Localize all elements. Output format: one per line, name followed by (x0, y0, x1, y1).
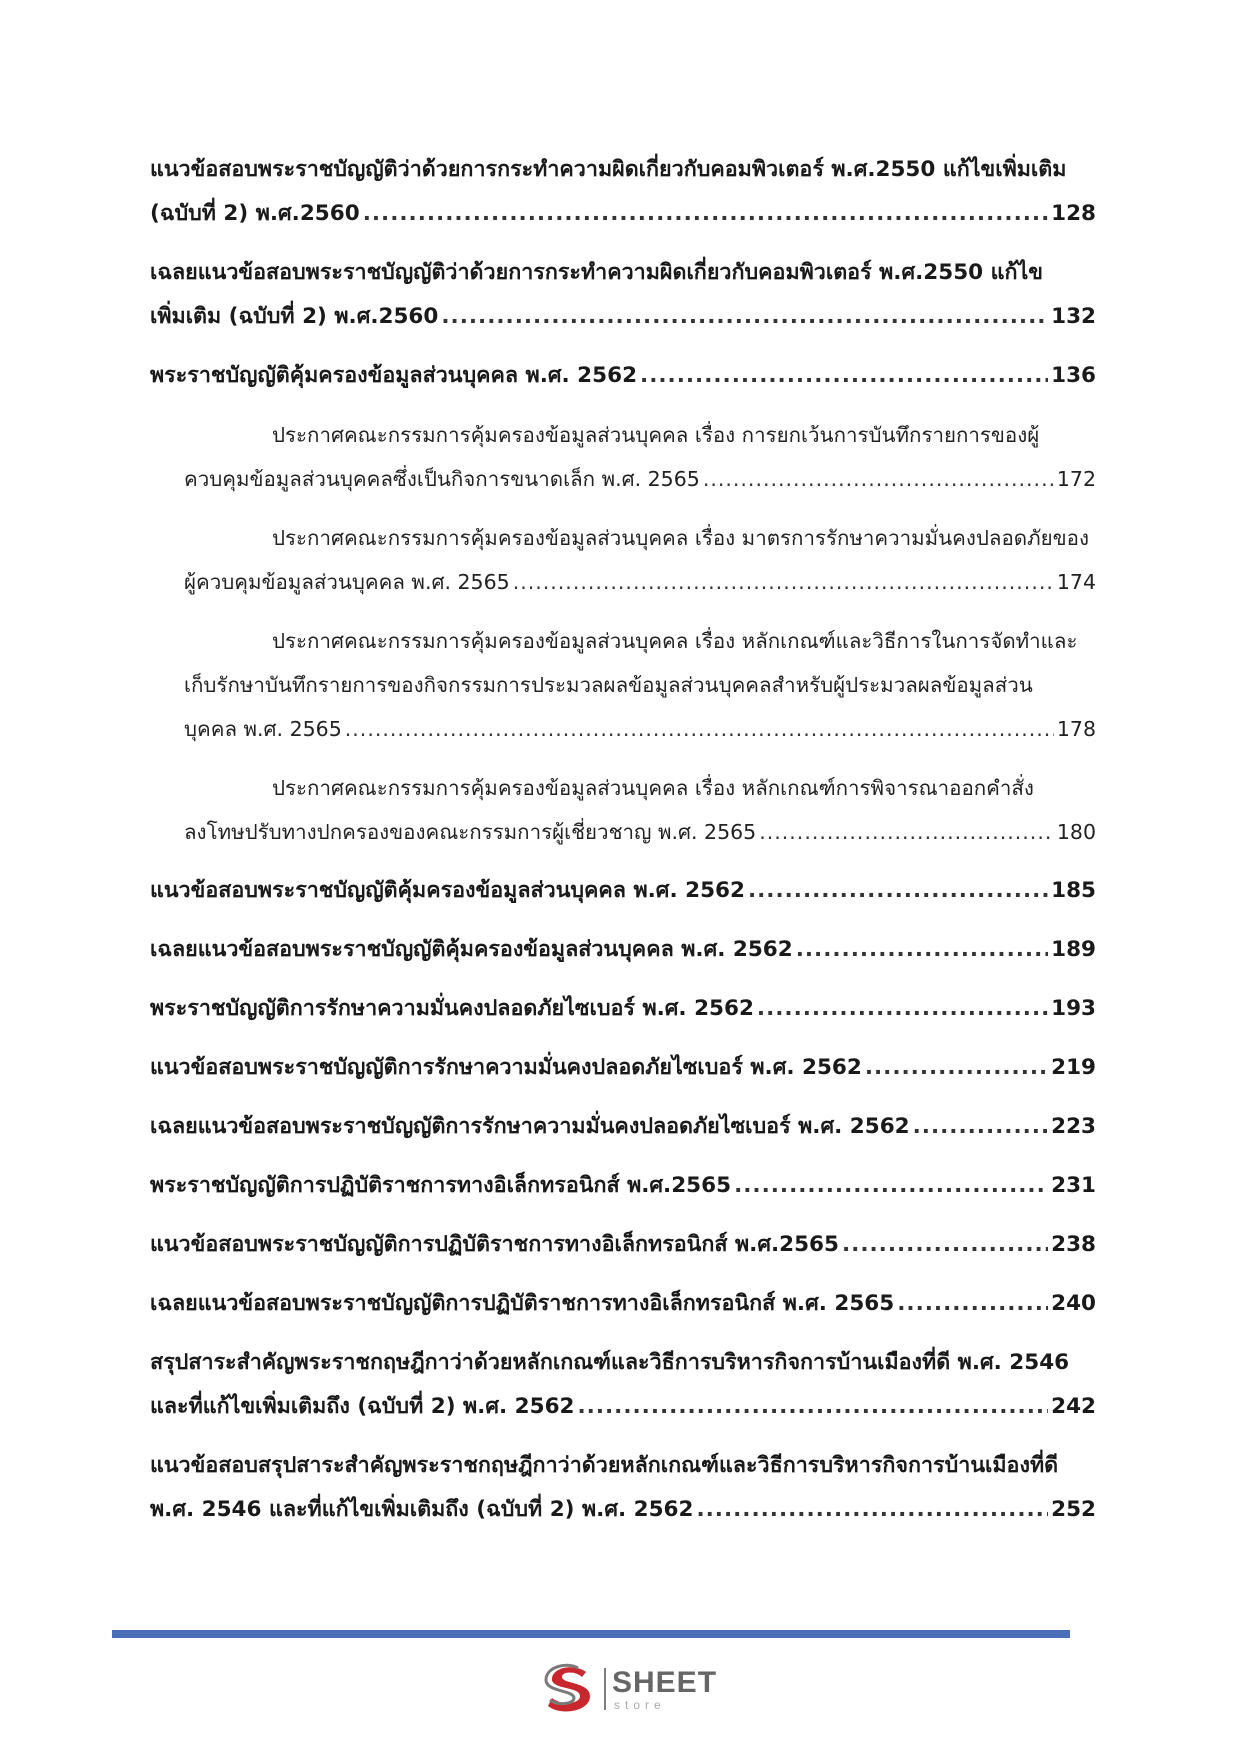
toc-entry-text: แนวข้อสอบสรุปสาระสำคัญพระราชกฤษฎีกาว่าด้วยหลักเกณฑ์และวิธีการบริหารกิจการบ้านเมืองที่ดี (150, 1453, 1059, 1478)
toc-entry-text: (ฉบับที่ 2) พ.ศ.2560 (150, 201, 360, 226)
toc-subentry[interactable] (150, 413, 1096, 501)
toc-page-number: 238 (1051, 1232, 1096, 1257)
toc-entry-text: พระราชบัญญัติการรักษาความมั่นคงปลอดภัยไซเบอร์ พ.ศ. 2562 (150, 996, 754, 1021)
toc-entry[interactable] (150, 1046, 1096, 1090)
toc-subentry[interactable] (150, 766, 1096, 854)
toc-subentry[interactable] (150, 619, 1096, 751)
toc-entry[interactable] (150, 1282, 1096, 1326)
toc-subentry[interactable] (150, 516, 1096, 604)
toc-entry-text: แนวข้อสอบพระราชบัญญัติการปฏิบัติราชการทางอิเล็กทรอนิกส์ พ.ศ.2565 (150, 1232, 839, 1257)
toc-page-number: 189 (1051, 937, 1096, 962)
toc-entry[interactable] (150, 1341, 1096, 1429)
toc-page-number: 219 (1051, 1055, 1096, 1080)
toc-entry-text: แนวข้อสอบพระราชบัญญัติการรักษาความมั่นคงปลอดภัยไซเบอร์ พ.ศ. 2562 (150, 1055, 862, 1080)
dot-leader (842, 1223, 1048, 1267)
toc-entry-text: ประกาศคณะกรรมการคุ้มครองข้อมูลส่วนบุคคล เรื่อง มาตรการรักษาความมั่นคงปลอดภัยของ (272, 526, 1089, 550)
logo-text: SHEET (612, 1666, 718, 1699)
toc-entry-text: บุคคล พ.ศ. 2565 (184, 717, 342, 741)
sheet-logo-icon (540, 1662, 600, 1714)
sheet-store-logo (540, 1660, 718, 1716)
toc-entry-text: ประกาศคณะกรรมการคุ้มครองข้อมูลส่วนบุคคล เรื่อง หลักเกณฑ์และวิธีการในการจัดทำและ (272, 629, 1078, 653)
toc-entry-text: แนวข้อสอบพระราชบัญญัติว่าด้วยการกระทำความผิดเกี่ยวกับคอมพิวเตอร์ พ.ศ.2550 แก้ไขเพิ่มเติม (150, 157, 1067, 182)
dot-leader (578, 1385, 1049, 1429)
dot-leader (897, 1282, 1048, 1326)
toc-entry-text: เฉลยแนวข้อสอบพระราชบัญญัติว่าด้วยการกระทำความผิดเกี่ยวกับคอมพิวเตอร์ พ.ศ.2550 แก้ไข (150, 260, 1043, 285)
toc-page-number: 240 (1051, 1291, 1096, 1316)
toc-entry[interactable] (150, 987, 1096, 1031)
dot-leader (703, 457, 1054, 501)
footer-rule (112, 1630, 1070, 1638)
toc-page-number: 231 (1051, 1173, 1096, 1198)
dot-leader (640, 354, 1048, 398)
toc-entry[interactable] (150, 251, 1096, 339)
toc-page-number: 178 (1056, 717, 1096, 741)
toc-entry-text: พระราชบัญญัติคุ้มครองข้อมูลส่วนบุคคล พ.ศ. 2562 (150, 363, 638, 388)
toc-entry-text: เพิ่มเติม (ฉบับที่ 2) พ.ศ.2560 (150, 304, 439, 329)
toc-entry-text: ลงโทษปรับทางปกครองของคณะกรรมการผู้เชี่ยวชาญ พ.ศ. 2565 (184, 820, 757, 844)
toc-entry-text: ผู้ควบคุมข้อมูลส่วนบุคคล พ.ศ. 2565 (184, 570, 510, 594)
toc-entry-text: เฉลยแนวข้อสอบพระราชบัญญัติการรักษาความมั่นคงปลอดภัยไซเบอร์ พ.ศ. 2562 (150, 1114, 910, 1139)
dot-leader (913, 1105, 1049, 1149)
dot-leader (363, 192, 1048, 236)
toc-entry[interactable] (150, 869, 1096, 913)
toc-page-number: 223 (1051, 1114, 1096, 1139)
dot-leader (696, 1488, 1048, 1532)
toc-page-number: 242 (1051, 1394, 1096, 1419)
toc-entry-text: พ.ศ. 2546 และที่แก้ไขเพิ่มเติมถึง (ฉบับที่ 2) พ.ศ. 2562 (150, 1497, 694, 1522)
toc-page-number: 180 (1056, 820, 1096, 844)
dot-leader (345, 707, 1054, 751)
logo-divider (604, 1668, 606, 1710)
toc-page-number: 185 (1051, 878, 1096, 903)
dot-leader (734, 1164, 1048, 1208)
toc-entry-text: ประกาศคณะกรรมการคุ้มครองข้อมูลส่วนบุคคล เรื่อง หลักเกณฑ์การพิจารณาออกคำสั่ง (272, 776, 1034, 800)
toc-page-number: 172 (1056, 467, 1096, 491)
toc-entry[interactable] (150, 1444, 1096, 1532)
toc-entry-text: ควบคุมข้อมูลส่วนบุคคลซึ่งเป็นกิจการขนาดเล็ก พ.ศ. 2565 (184, 467, 700, 491)
table-of-contents (150, 148, 1096, 1547)
toc-page-number: 128 (1051, 201, 1096, 226)
toc-entry[interactable] (150, 1164, 1096, 1208)
dot-leader (441, 295, 1048, 339)
toc-entry-text: พระราชบัญญัติการปฏิบัติราชการทางอิเล็กทรอนิกส์ พ.ศ.2565 (150, 1173, 732, 1198)
toc-entry[interactable] (150, 354, 1096, 398)
toc-page-number: 136 (1051, 363, 1096, 388)
logo-subtext: store (614, 1698, 666, 1712)
dot-leader (748, 869, 1048, 913)
dot-leader (513, 560, 1054, 604)
toc-page-number: 193 (1051, 996, 1096, 1021)
toc-page-number: 174 (1056, 570, 1096, 594)
dot-leader (757, 987, 1048, 1031)
toc-entry[interactable] (150, 928, 1096, 972)
toc-entry-text: เฉลยแนวข้อสอบพระราชบัญญัติการปฏิบัติราชการทางอิเล็กทรอนิกส์ พ.ศ. 2565 (150, 1291, 895, 1316)
dot-leader (796, 928, 1048, 972)
dot-leader (759, 810, 1054, 854)
toc-entry-text: เก็บรักษาบันทึกรายการของกิจกรรมการประมวลผลข้อมูลส่วนบุคคลสำหรับผู้ประมวลผลข้อมูลส่วน (184, 673, 1033, 697)
toc-entry[interactable] (150, 1223, 1096, 1267)
toc-entry-text: และที่แก้ไขเพิ่มเติมถึง (ฉบับที่ 2) พ.ศ. 2562 (150, 1394, 575, 1419)
toc-entry-text: ประกาศคณะกรรมการคุ้มครองข้อมูลส่วนบุคคล เรื่อง การยกเว้นการบันทึกรายการของผู้ (272, 423, 1040, 447)
dot-leader (865, 1046, 1048, 1090)
toc-entry-text: แนวข้อสอบพระราชบัญญัติคุ้มครองข้อมูลส่วนบุคคล พ.ศ. 2562 (150, 878, 745, 903)
toc-entry[interactable] (150, 148, 1096, 236)
toc-entry-text: สรุปสาระสำคัญพระราชกฤษฎีกาว่าด้วยหลักเกณฑ์และวิธีการบริหารกิจการบ้านเมืองที่ดี พ.ศ. 2546 (150, 1350, 1070, 1375)
toc-page-number: 252 (1051, 1497, 1096, 1522)
toc-entry[interactable] (150, 1105, 1096, 1149)
toc-entry-text: เฉลยแนวข้อสอบพระราชบัญญัติคุ้มครองข้อมูลส่วนบุคคล พ.ศ. 2562 (150, 937, 793, 962)
toc-page-number: 132 (1051, 304, 1096, 329)
